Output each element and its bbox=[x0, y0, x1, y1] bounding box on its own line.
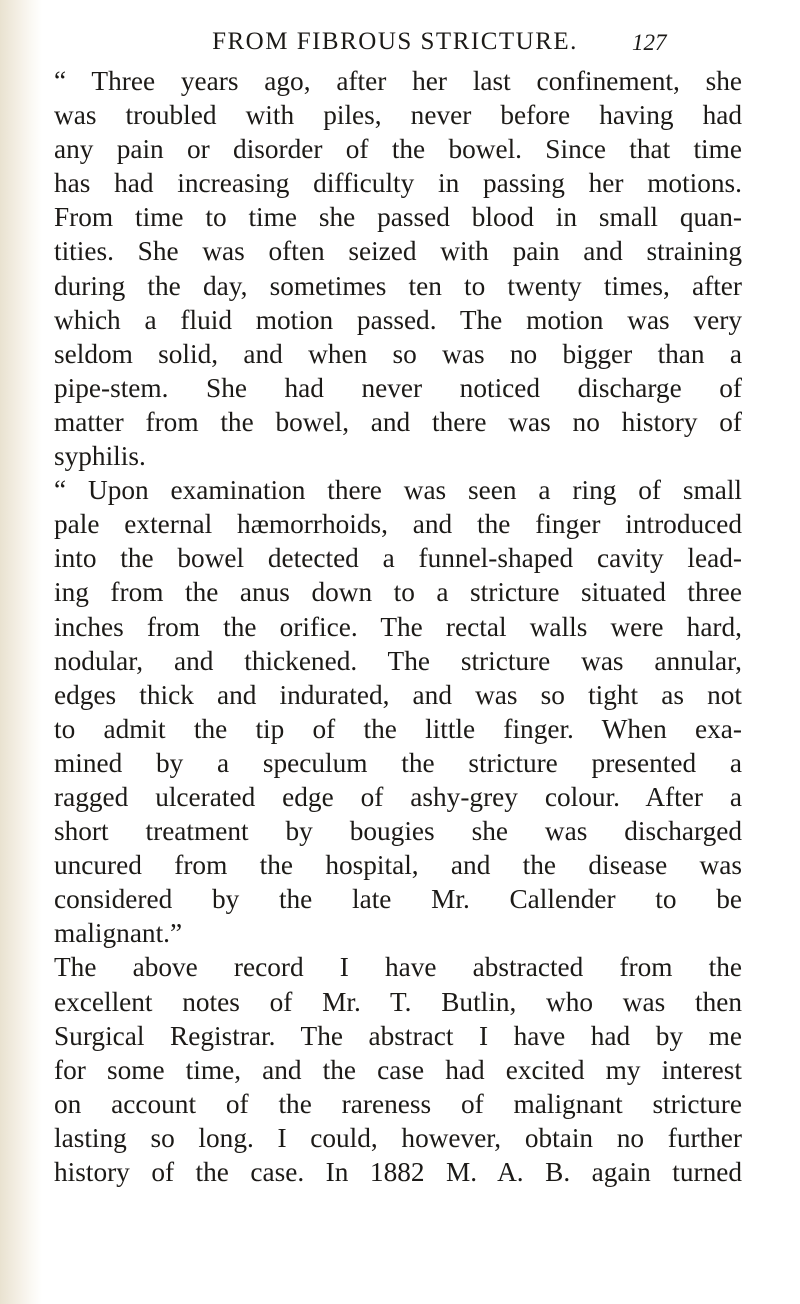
text-line: for some time, and the case had excited my interest bbox=[54, 1054, 742, 1085]
page-number: 127 bbox=[632, 30, 667, 55]
text-line: considered by the late Mr. Callender to be bbox=[54, 884, 742, 915]
text-line: history of the case. In 1882 M. A. B. again turned bbox=[54, 1157, 742, 1187]
text-line: on account of the rareness of malignant stricture bbox=[54, 1088, 742, 1119]
text-line: which a fluid motion passed. The motion was very bbox=[54, 304, 742, 335]
text-line: was troubled with piles, never before having had bbox=[54, 100, 742, 131]
text-line: The above record I have abstracted from the bbox=[54, 952, 742, 983]
text-line: pipe-stem. She had never noticed discharge of bbox=[54, 372, 742, 403]
text-line: excellent notes of Mr. T. Butlin, who was then bbox=[54, 986, 742, 1017]
text-line: lasting so long. I could, however, obtain no further bbox=[54, 1122, 742, 1153]
text-line: any pain or disorder of the bowel. Since that time bbox=[54, 134, 742, 165]
text-line: to admit the tip of the little finger. When exa- bbox=[54, 713, 742, 744]
text-line: matter from the bowel, and there was no history of bbox=[54, 406, 742, 437]
text-line: into the bowel detected a funnel-shaped cavity lead- bbox=[54, 543, 742, 574]
text-line: syphilis. bbox=[54, 441, 146, 472]
text-line: short treatment by bougies she was discharged bbox=[54, 816, 742, 847]
text-line: Surgical Registrar. The abstract I have had by me bbox=[54, 1020, 742, 1051]
text-line: “ Three years ago, after her last confinement, she bbox=[54, 66, 742, 96]
text-line: during the day, sometimes ten to twenty times, after bbox=[54, 270, 742, 301]
text-line: has had increasing difficulty in passing her motions. bbox=[54, 168, 742, 199]
text-line: From time to time she passed blood in small quan- bbox=[54, 202, 742, 233]
page-gutter-shadow bbox=[0, 0, 42, 1304]
body-text bbox=[54, 64, 742, 1189]
running-head: FROM FIBROUS STRICTURE. bbox=[212, 28, 578, 55]
text-line: tities. She was often seized with pain and straining bbox=[54, 236, 742, 267]
text-line: “ Upon examination there was seen a ring of small bbox=[54, 475, 742, 506]
text-line: uncured from the hospital, and the disease was bbox=[54, 850, 742, 881]
text-line: malignant.” bbox=[54, 918, 183, 949]
text-line: mined by a speculum the stricture presented a bbox=[54, 747, 742, 778]
text-line: ing from the anus down to a stricture situated three bbox=[54, 577, 742, 608]
text-line: nodular, and thickened. The stricture was annular, bbox=[54, 645, 742, 676]
text-line: pale external hæmorrhoids, and the finger introduced bbox=[54, 509, 742, 540]
text-line: ragged ulcerated edge of ashy-grey colour. After a bbox=[54, 781, 742, 812]
text-line: seldom solid, and when so was no bigger than a bbox=[54, 338, 742, 369]
text-line: edges thick and indurated, and was so tight as not bbox=[54, 679, 742, 710]
text-line: inches from the orifice. The rectal walls were hard, bbox=[54, 611, 742, 642]
